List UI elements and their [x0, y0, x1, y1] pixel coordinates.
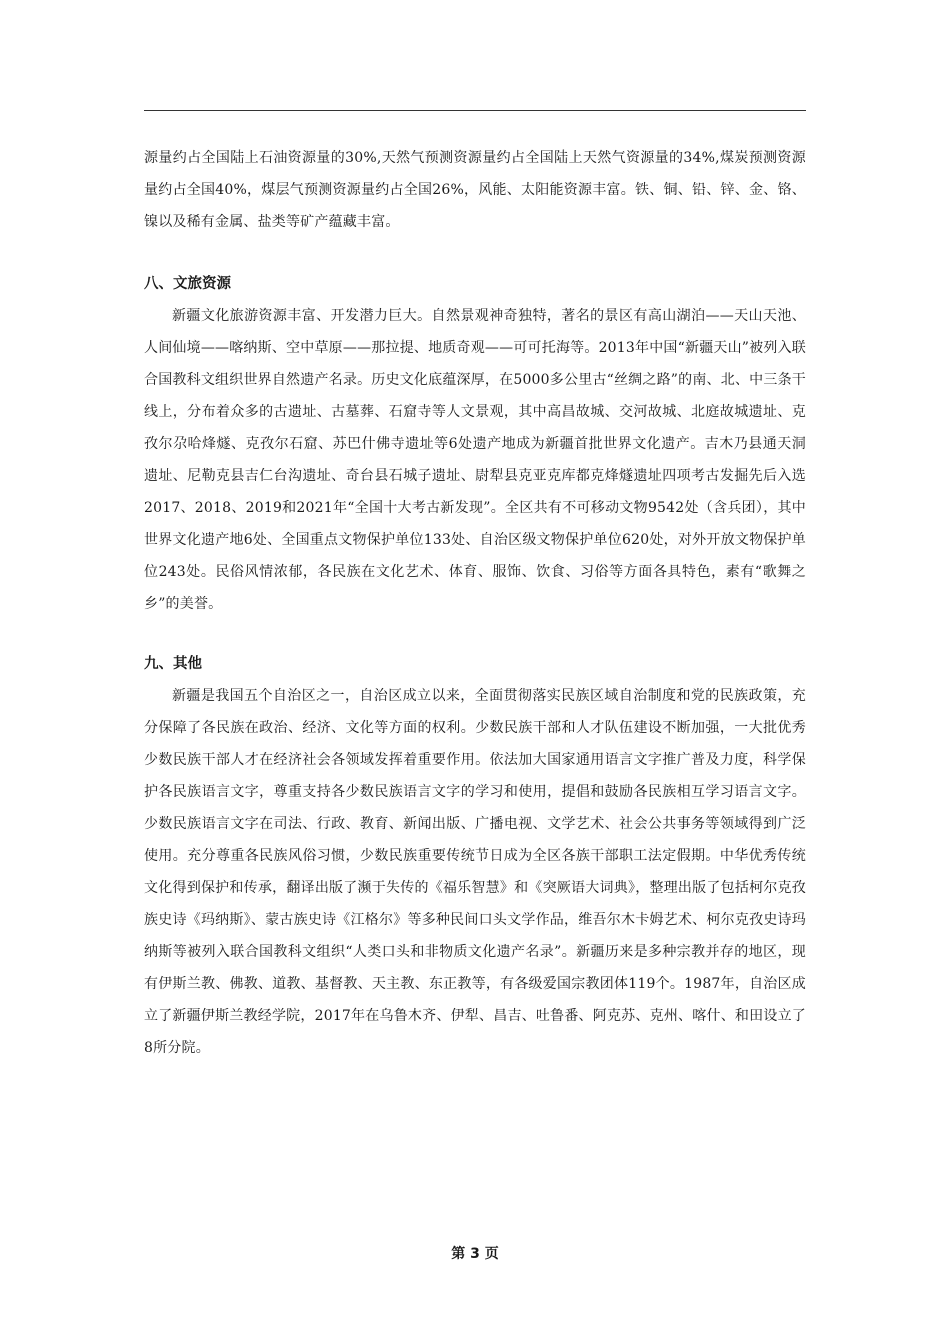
intro-paragraph: 源量约占全国陆上石油资源量的30%,天然气预测资源量约占全国陆上天然气资源量的34%,煤炭预测资源量约占全国40%，煤层气预测资源量约占全国26%，风能、太阳能资源丰富。铁、铜、铅、锌、金、铬、镍以及稀有金属、盐类等矿产蕴藏丰富。 — [144, 150, 806, 230]
section-paragraph-other: 新疆是我国五个自治区之一，自治区成立以来，全面贯彻落实民族区域自治制度和党的民族政策，充分保障了各民族在政治、经济、文化等方面的权利。少数民族干部和人才队伍建设不断加强，一大批优秀少数民族干部人才在经济社会各领域发挥着重要作用。依法加大国家通用语言文字推广普及力度，科学保护各民族语言文字，尊重支持各少数民族语言文字的学习和使用，提倡和鼓励各民族相互学习语言文字。少数民族语言文字在司法、行政、教育、新闻出版、广播电视、文学艺术、社会公共事务等领域得到广泛使用。充分尊重各民族风俗习惯，少数民族重要传统节日成为全区各族干部职工法定假期。中华优秀传统文化得到保护和传承，翻译出版了濒于失传的《福乐智慧》和《突厥语大词典》，整理出版了包括柯尔克孜族史诗《玛纳斯》、蒙古族史诗《江格尔》等多种民间口头文学作品，维吾尔木卡姆艺术、柯尔克孜史诗玛纳斯等被列入联合国教科文组织“人类口头和非物质文化遗产名录”。新疆历来是多种宗教并存的地区，现有伊斯兰教、佛教、道教、基督教、天主教、东正教等，有各级爱国宗教团体119个。1987年，自治区成立了新疆伊斯兰教经学院，2017年在乌鲁木齐、伊犁、昌吉、吐鲁番、阿克苏、克州、喀什、和田设立了8所分院。 — [144, 688, 806, 1056]
section-paragraph-culture-tourism: 新疆文化旅游资源丰富、开发潜力巨大。自然景观神奇独特，著名的景区有高山湖泊——天山天池、人间仙境——喀纳斯、空中草原——那拉提、地质奇观——可可托海等。2013年中国“新疆天山”被列入联合国教科文组织世界自然遗产名录。历史文化底蕴深厚，在5000多公里古“丝绸之路”的南、北、中三条干线上，分布着众多的古遗址、古墓葬、石窟寺等人文景观，其中高昌故城、交河故城、北庭故城遗址、克孜尔尕哈烽燧、克孜尔石窟、苏巴什佛寺遗址等6处遗产地成为新疆首批世界文化遗产。吉木乃县通天洞遗址、尼勒克县吉仁台沟遗址、奇台县石城子遗址、尉犁县克亚克库都克烽燧遗址四项考古发掘先后入选2017、2018、2019和2021年“全国十大考古新发现”。全区共有不可移动文物9542处（含兵团），其中世界文化遗产地6处、全国重点文物保护单位133处、自治区级文物保护单位620处，对外开放文物保护单位243处。民俗风情浓郁，各民族在文化艺术、体育、服饰、饮食、习俗等方面各具特色，素有“歌舞之乡”的美誉。 — [144, 308, 806, 612]
section-heading-culture-tourism: 八、文旅资源 — [144, 276, 231, 292]
document-body — [144, 142, 806, 1064]
header-rule — [144, 110, 806, 111]
section-heading-other: 九、其他 — [144, 656, 202, 672]
page-number: 第 3 页 — [451, 1246, 499, 1262]
